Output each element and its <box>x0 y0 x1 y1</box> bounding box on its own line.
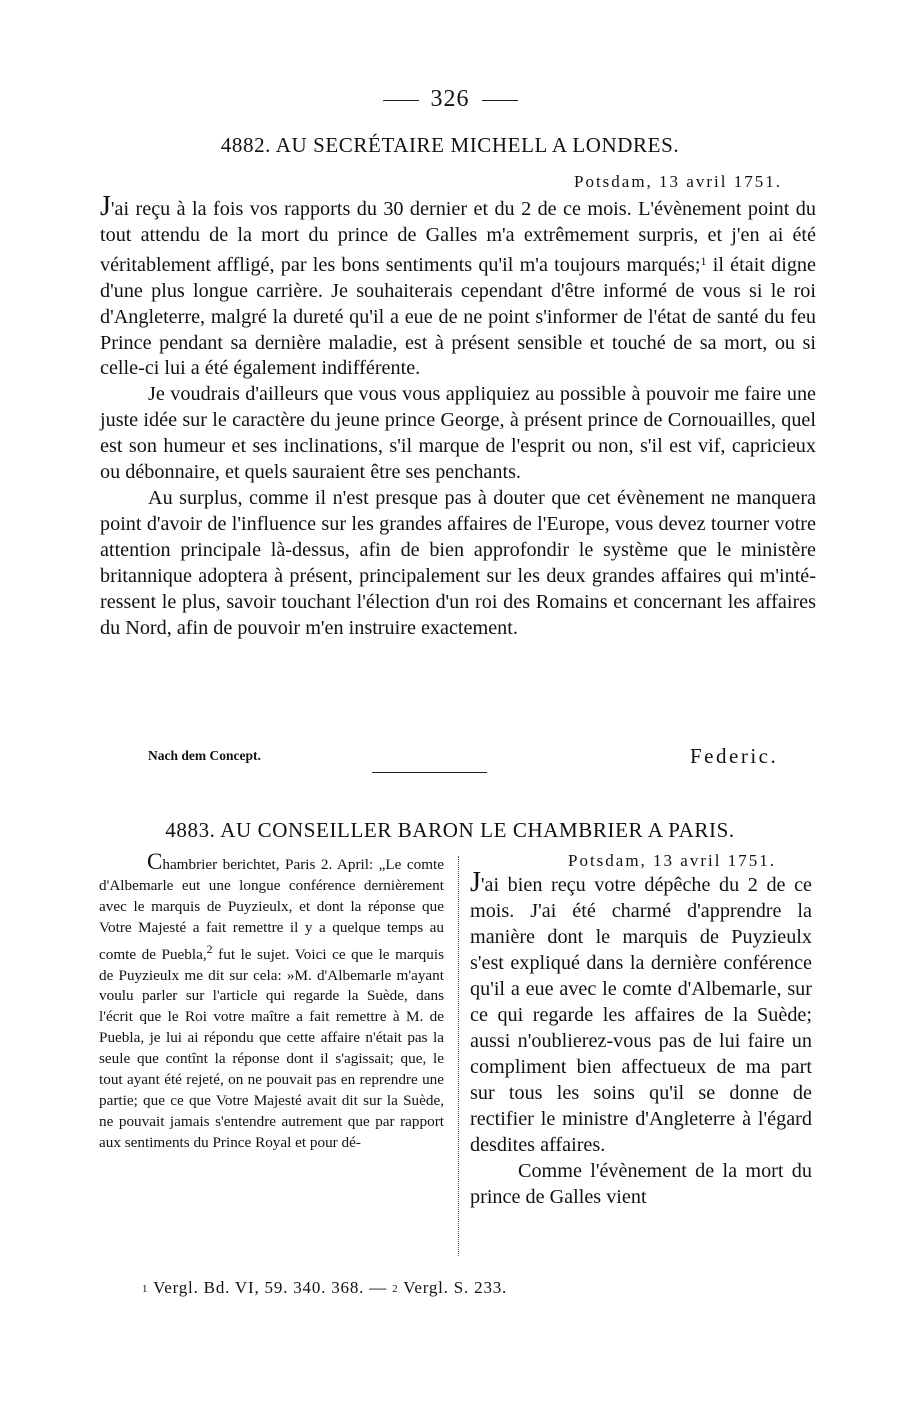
footnote-mark-1: 1 <box>142 1283 149 1295</box>
letter-4883-paragraph-2: Comme l'évènement de la mort du prince de Galles vient <box>470 1160 812 1208</box>
dash-left <box>383 100 419 101</box>
footnote-ref: 2 <box>206 941 213 956</box>
letter-4882-paragraph-1 <box>100 191 816 382</box>
letter-4882-dateline: Potsdam, 13 avril 1751. <box>574 172 782 191</box>
running-head <box>0 86 900 113</box>
initial-letter: J <box>470 867 481 898</box>
report-summary-text <box>99 849 444 1154</box>
initial-letter: J <box>100 191 111 222</box>
letter-4882-heading: 4882. AU SECRÉTAIRE MICHELL A LONDRES. <box>220 133 680 157</box>
letter-4883-paragraph-1 <box>470 867 812 1158</box>
footnotes <box>142 1278 507 1298</box>
initial-letter: C <box>147 849 163 874</box>
letter-4882-body <box>100 191 816 641</box>
paragraph-text-continued: il était digne d'une plus longue carrière. Je souhaiterais cependant d'être informé de vous si le roi d'Angleterre, malgré la dureté qu'il a eue de ne point s'informer de l'état de santé du feu Prince pendant sa dernière maladie, est à présent sensible et touché de sa mort, ou si celle-ci lui a été également indifférente. <box>100 253 816 380</box>
column-divider <box>458 856 459 1256</box>
summary-text: hambrier berichtet, Paris 2. April: „Le comte d'Albemarle eut une longue conférence dernièrement avec le marquis de Puyzieulx, et dont la réponse que Votre Majesté a fait remettre il y a quelque temps au comte de Puebla, <box>99 856 444 963</box>
paragraph-text: 'ai bien reçu votre dépêche du 2 de ce mois. J'ai été charmé d'apprendre la manière dont le marquis de Puyzieulx s'est expliqué dans la dernière conférence qu'il a eue avec le comte d'Albemarle, sur ce qui regarde les affaires de la Suède; aussi n'oublierez-vous pas de lui faire un compliment bien affectueux de ma part sur tous les soins qu'il se donne de rectifier le ministre d'Angleterre à l'égard desdites affaires. <box>470 874 812 1156</box>
letter-4882-paragraph-3: Au surplus, comme il n'est presque pas à douter que cet évènement ne manquera point d'avoir de l'influence sur les grandes affaires de l'Europe, vous devez tourner votre attention principale là-dessus, afin de bien approfondir le système que le ministère britannique adoptera à présent, principalement sur les deux grandes affaires qui m'intéressent le plus, savoir touchant l'élection d'un roi des Romains et concernant les affaires du Nord, afin de pouvoir m'en instruire exactement. <box>100 486 816 639</box>
footnote-2: Vergl. S. 233. <box>403 1278 508 1297</box>
letter-4882-paragraph-2: Je voudrais d'ailleurs que vous vous appliquiez au possible à pouvoir me faire une juste idée sur le caractère du jeune prince George, à présent prince de Cornouailles, quel est son humeur et ses inclinations, s'il marque de l'esprit ou non, s'il est vif, capricieux ou débonnaire, et quels sauraient être ses penchants. <box>100 383 816 484</box>
dash-right <box>482 100 518 101</box>
letter-4883-heading: 4883. AU CONSEILLER BARON LE CHAMBRIER A PARIS. <box>165 818 735 842</box>
report-summary-column <box>99 849 444 1154</box>
letter-4883-dateline: Potsdam, 13 avril 1751. <box>568 851 776 870</box>
paragraph-text: 'ai reçu à la fois vos rapports du 30 dernier et du 2 de ce mois. L'évènement point du tout attendu de la mort du prince de Galles m'a extrêmement surpris, et j'en ai été véritablement affligé, par les bons sentiments qu'il m'a toujours marqués; <box>100 198 816 276</box>
footnote-ref: 1 <box>700 253 707 268</box>
source-note: Nach dem Concept. <box>148 748 261 763</box>
summary-text-continued: fut le sujet. Voici ce que le marquis de Puyzieulx me dit sur cela: »M. d'Albemarle m'ayant voulu parler sur l'article qui regarde la Suède, dans l'écrit que le Roi votre maître a fait remettre à M. de Puebla, je lui ai répondu que cette affaire n'était pas la seule que contînt la réponse dont il s'agissait; que, le tout ayant été rejeté, on ne pouvait pas en reprendre une partie; que ce que Votre Majesté avait dit sur la Suède, ne pouvait jamais s'entendre autrement que par rapport aux sentiments du Prince Royal et pour dé- <box>99 945 444 1151</box>
page-number: 326 <box>430 86 470 112</box>
letter-4883-body <box>470 867 812 1210</box>
section-separator <box>372 772 487 773</box>
footnote-1: Vergl. Bd. VI, 59. 340. 368. — <box>153 1278 388 1297</box>
footnote-mark-2: 2 <box>392 1283 399 1295</box>
signature: Federic. <box>690 744 779 768</box>
